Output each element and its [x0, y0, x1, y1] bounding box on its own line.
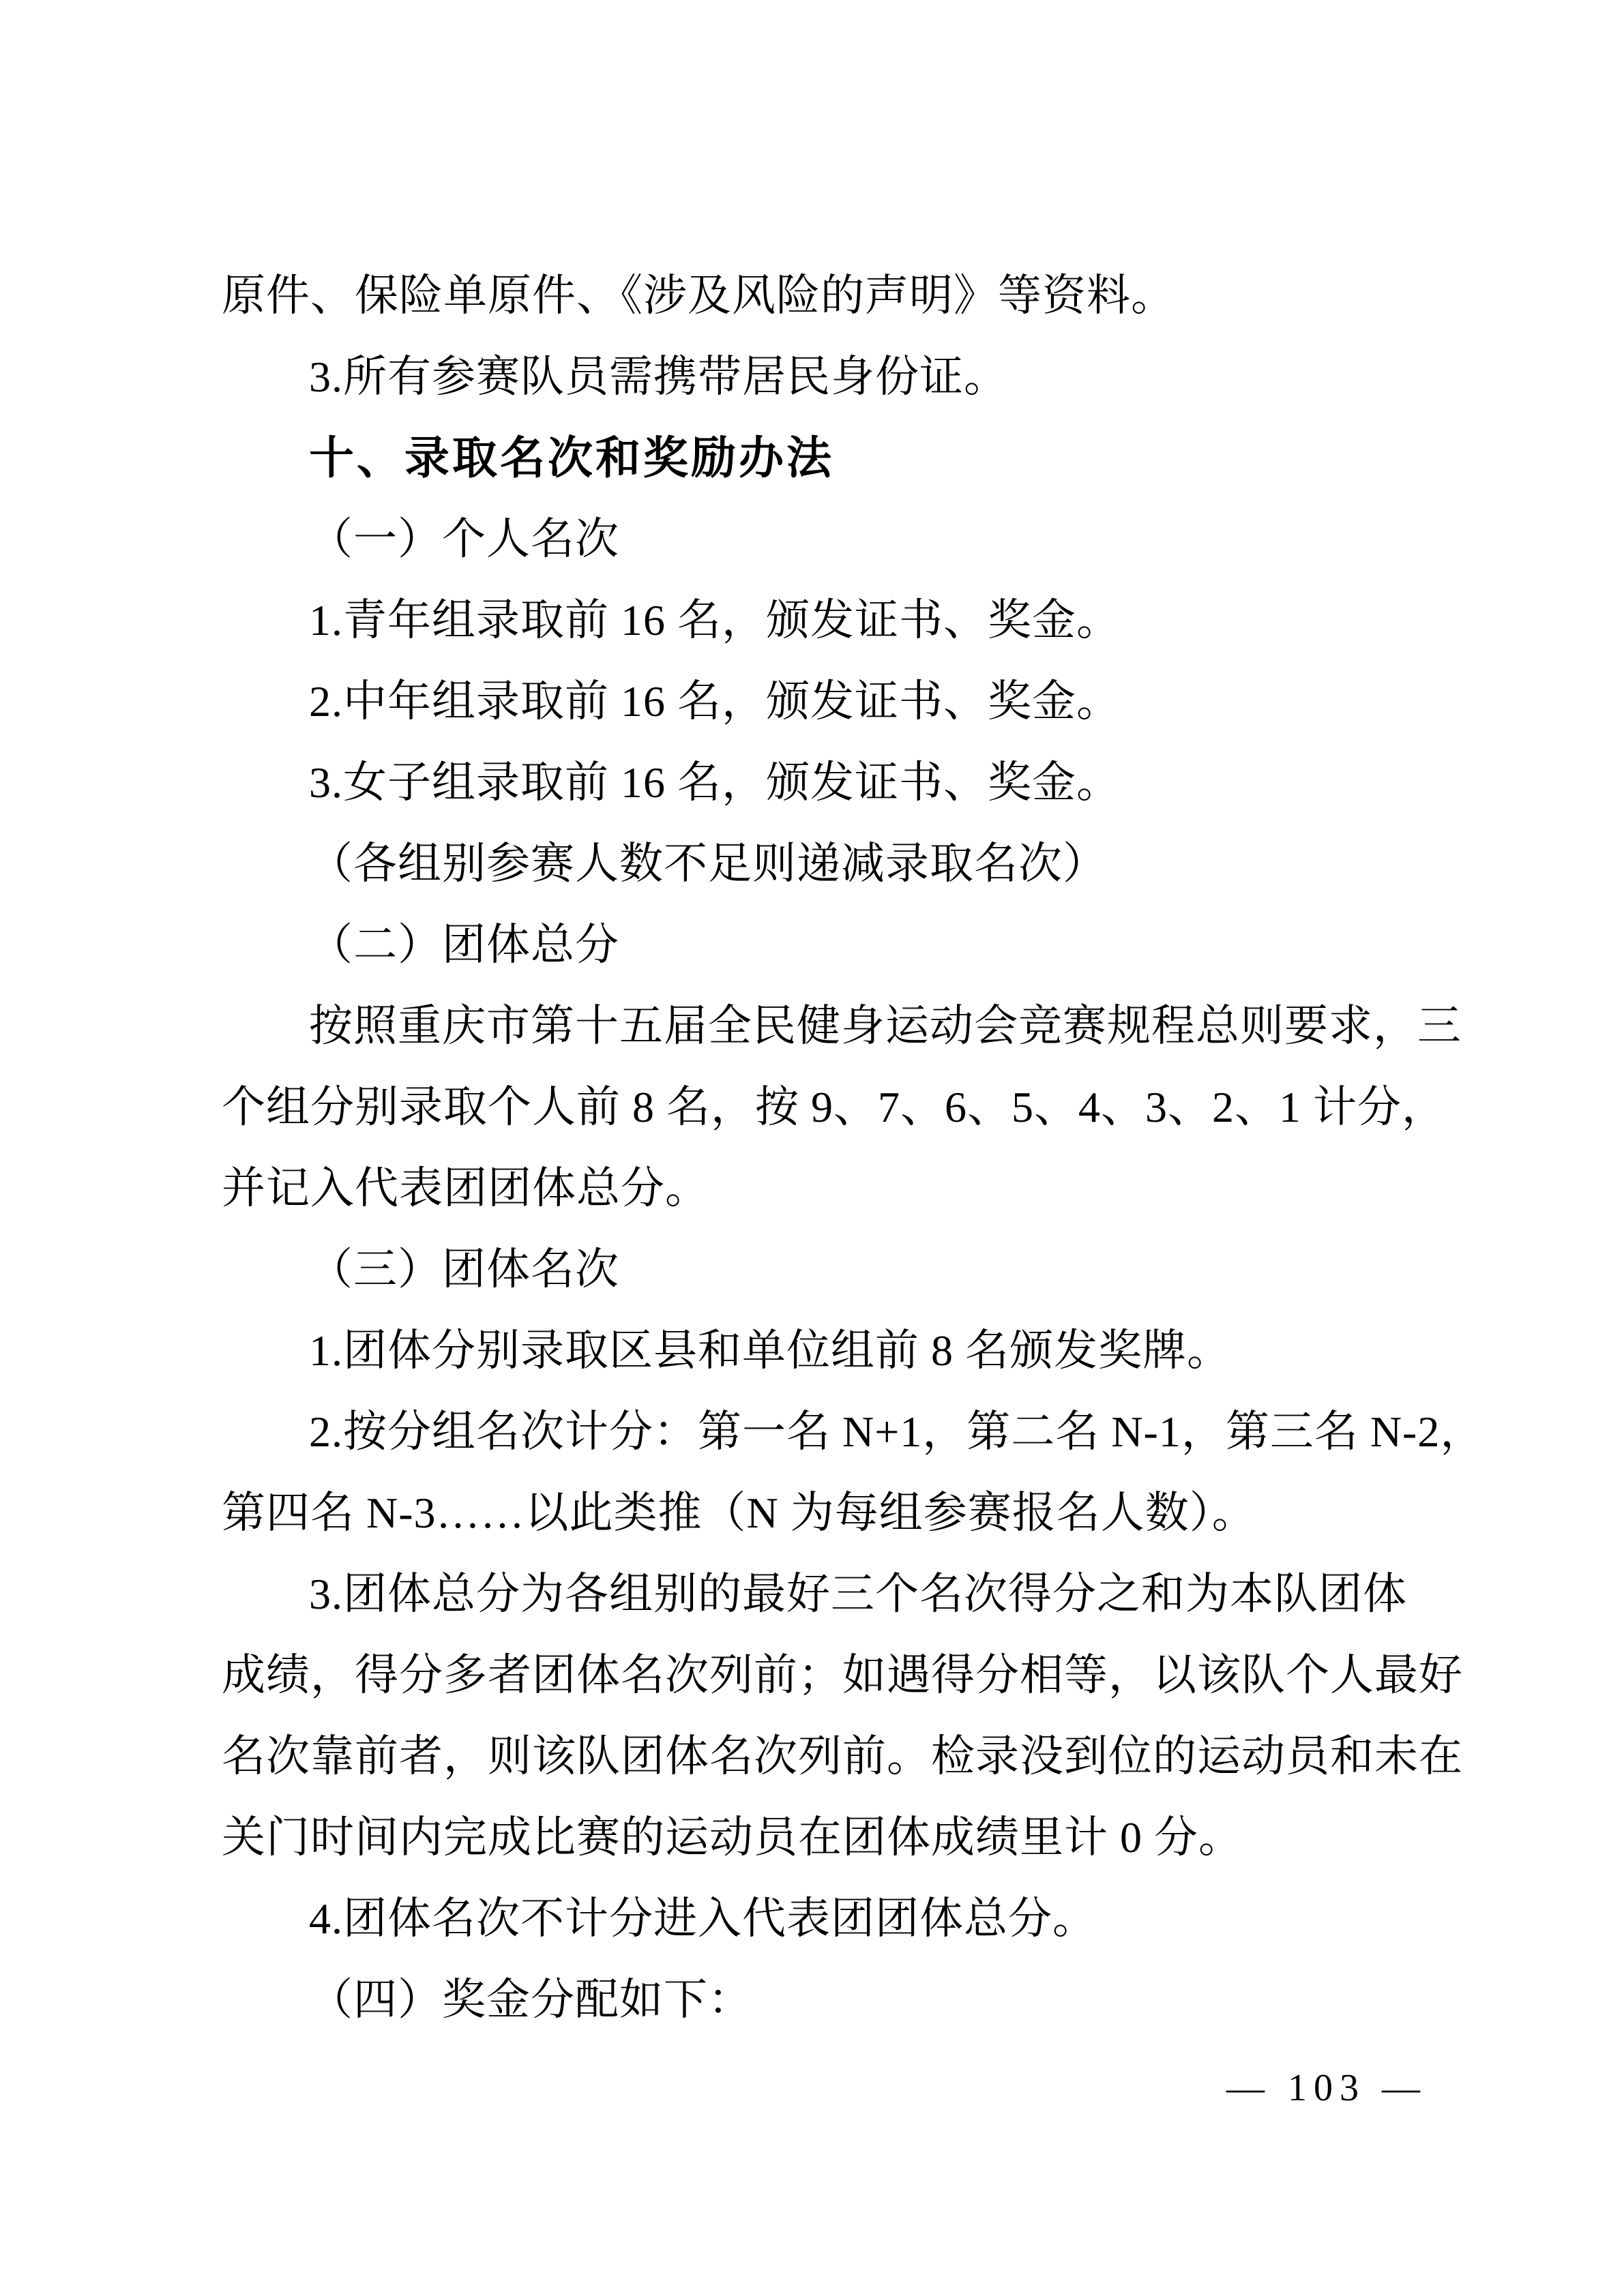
text-line: 原件、保险单原件、《涉及风险的声明》等资料。 [222, 271, 1175, 320]
text-line: 成绩，得分多者团体名次列前；如遇得分相等，以该队个人最好 [222, 1651, 1463, 1699]
section-heading: 十、录取名次和奖励办法 [309, 432, 834, 483]
text-line: 并记入代表团团体总分。 [222, 1164, 709, 1212]
text-line: （三）团体名次 [309, 1245, 619, 1294]
document-body [222, 255, 1485, 2040]
text-line: 名次靠前者，则该队团体名次列前。检录没到位的运动员和未在 [222, 1732, 1463, 1780]
text-line: 个组分别录取个人前 8 名，按 9、7、6、5、4、3、2、1 计分， [222, 1083, 1446, 1131]
text-line: 2.按分组名次计分：第一名 N+1，第二名 N-1，第三名 N-2， [309, 1407, 1485, 1456]
text-line: 1.青年组录取前 16 名，颁发证书、奖金。 [309, 596, 1121, 644]
text-line: 3.团体总分为各组别的最好三个名次得分之和为本队团体 [309, 1570, 1407, 1618]
text-line: 4.团体名次不计分进入代表团团体总分。 [309, 1894, 1097, 1943]
text-line: 3.所有参赛队员需携带居民身份证。 [309, 353, 1008, 401]
text-line: （四）奖金分配如下： [309, 1976, 752, 2024]
text-line: 关门时间内完成比赛的运动员在团体成绩里计 0 分。 [222, 1813, 1243, 1862]
page-number: — 103 — [1226, 2067, 1427, 2109]
text-line: 第四名 N-3……以此类推（N 为每组参赛报名人数）。 [222, 1489, 1256, 1537]
text-line: （二）团体总分 [309, 921, 619, 969]
text-line: 2.中年组录取前 16 名，颁发证书、奖金。 [309, 677, 1121, 726]
text-line: （一）个人名次 [309, 515, 619, 563]
text-line: （各组别参赛人数不足则递减录取名次） [309, 839, 1107, 888]
text-line: 3.女子组录取前 16 名，颁发证书、奖金。 [309, 758, 1121, 807]
text-line: 按照重庆市第十五届全民健身运动会竞赛规程总则要求，三 [309, 1002, 1462, 1050]
text-line: 1.团体分别录取区县和单位组前 8 名颁发奖牌。 [309, 1326, 1231, 1375]
